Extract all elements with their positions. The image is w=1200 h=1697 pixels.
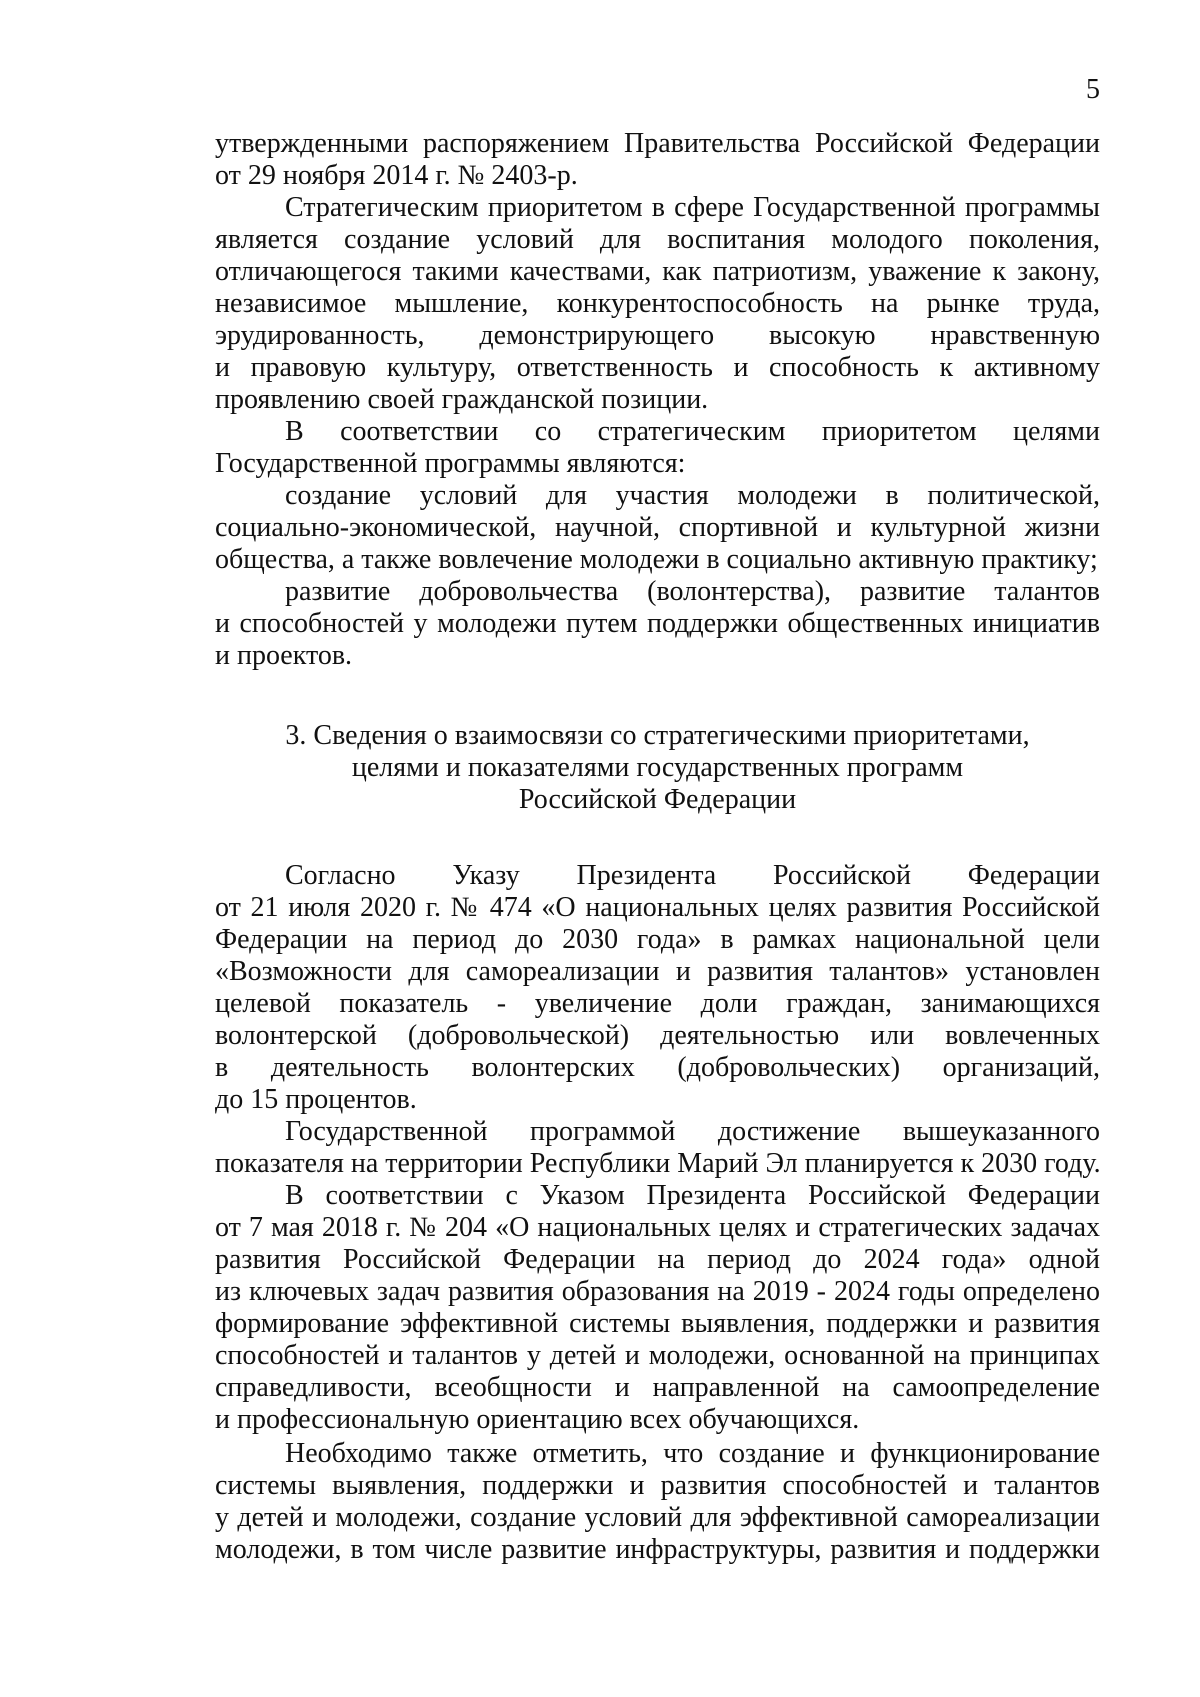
text-line: В соответствии со стратегическим приоритетом целями: [285, 416, 1100, 447]
text-line: Государственной программой достижение вышеуказанного: [285, 1116, 1100, 1147]
text-line: и способностей у молодежи путем поддержки общественных инициатив: [215, 608, 1100, 639]
text-line: от 21 июля 2020 г. № 474 «О национальных целях развития Российской: [215, 892, 1100, 923]
text-line: целевой показатель - увеличение доли граждан, занимающихся: [215, 988, 1100, 1019]
text-line: утвержденными распоряжением Правительства Российской Федерации: [215, 128, 1100, 159]
text-line: справедливости, всеобщности и направленной на самоопределение: [215, 1372, 1100, 1403]
section-heading-line: целями и показателями государственных программ: [351, 752, 964, 783]
text-line: и проектов.: [215, 640, 353, 671]
section-heading-line: 3. Сведения о взаимосвязи со стратегическими приоритетами,: [285, 720, 1030, 751]
text-line: В соответствии с Указом Президента Российской Федерации: [285, 1180, 1100, 1211]
text-line: эрудированность, демонстрирующего высокую нравственную: [215, 320, 1100, 351]
text-line: волонтерской (добровольческой) деятельностью или вовлеченных: [215, 1020, 1100, 1051]
page-number: 5: [1086, 74, 1100, 105]
text-line: независимое мышление, конкурентоспособность на рынке труда,: [215, 288, 1100, 319]
text-line: формирование эффективной системы выявления, поддержки и развития: [215, 1308, 1100, 1339]
text-line: проявлению своей гражданской позиции.: [215, 384, 709, 415]
text-line: способностей и талантов у детей и молодежи, основанной на принципах: [215, 1340, 1100, 1371]
text-line: Стратегическим приоритетом в сфере Государственной программы: [285, 192, 1100, 223]
text-line: у детей и молодежи, создание условий для эффективной самореализации: [215, 1502, 1100, 1533]
text-line: от 7 мая 2018 г. № 204 «О национальных целях и стратегических задачах: [215, 1212, 1100, 1243]
text-line: Государственной программы являются:: [215, 448, 686, 479]
text-line: и правовую культуру, ответственность и способность к активному: [215, 352, 1100, 383]
text-line: в деятельность волонтерских (добровольческих) организаций,: [215, 1052, 1100, 1083]
text-line: системы выявления, поддержки и развития способностей и талантов: [215, 1470, 1100, 1501]
text-line: развития Российской Федерации на период до 2024 года» одной: [215, 1244, 1100, 1275]
text-line: является создание условий для воспитания молодого поколения,: [215, 224, 1100, 255]
text-line: общества, а также вовлечение молодежи в социально активную практику;: [215, 544, 1098, 575]
text-line: до 15 процентов.: [215, 1084, 417, 1115]
text-line: Необходимо также отметить, что создание и функционирование: [285, 1438, 1100, 1469]
text-line: показателя на территории Республики Марий Эл планируется к 2030 году.: [215, 1148, 1101, 1179]
text-line: «Возможности для самореализации и развития талантов» установлен: [215, 956, 1100, 987]
text-line: отличающегося такими качествами, как патриотизм, уважение к закону,: [215, 256, 1100, 287]
section-heading-line: Российской Федерации: [518, 784, 797, 815]
text-line: создание условий для участия молодежи в политической,: [285, 480, 1100, 511]
text-line: от 29 ноября 2014 г. № 2403-р.: [215, 160, 578, 191]
text-line: социально-экономической, научной, спортивной и культурной жизни: [215, 512, 1100, 543]
text-line: развитие добровольчества (волонтерства), развитие талантов: [285, 576, 1100, 607]
text-line: и профессиональную ориентацию всех обучающихся.: [215, 1404, 860, 1435]
text-line: из ключевых задач развития образования на 2019 - 2024 годы определено: [215, 1276, 1100, 1307]
text-line: Федерации на период до 2030 года» в рамках национальной цели: [215, 924, 1100, 955]
text-line: молодежи, в том числе развитие инфраструктуры, развития и поддержки: [215, 1534, 1100, 1565]
text-line: Согласно Указу Президента Российской Федерации: [285, 860, 1100, 891]
